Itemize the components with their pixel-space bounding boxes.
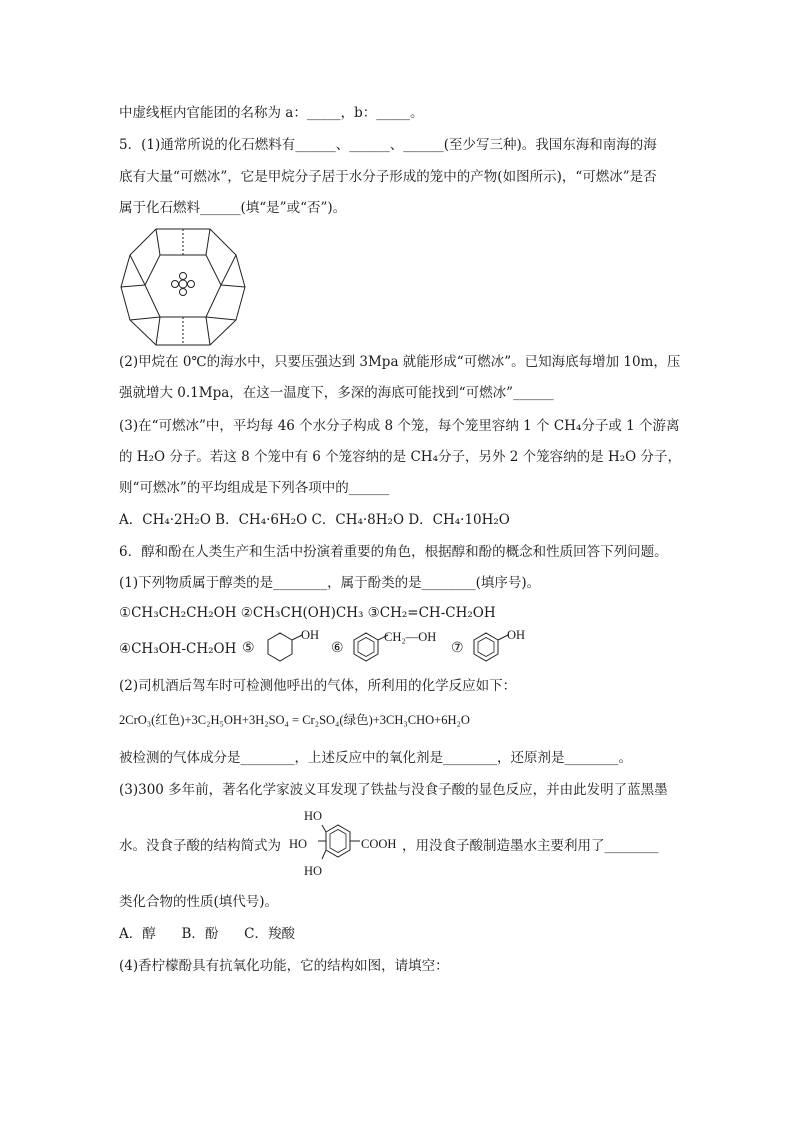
- question-5-line-1: 5．(1)通常所说的化石燃料有______、______、______(至少写三种)。我国东海和南海的海: [119, 137, 657, 153]
- gallic-acid-ring: [308, 820, 366, 870]
- question-5-options: A．CH₄·2H₂O B．CH₄·6H₂O C．CH₄·8H₂O D．CH₄·10H₂O: [119, 512, 510, 528]
- question-5-part-3-line-1: (3)在“可燃冰”中，平均每 46 个水分子构成 8 个笼，每个笼里容纳 1 个 CH₄分子或 1 个游离: [119, 418, 680, 434]
- question-6-part-2: (2)司机酒后驾车时可检测他呼出的气体，所利用的化学反应如下：: [119, 678, 517, 694]
- question-5-part-3-line-2: 的 H₂O 分子。若这 8 个笼中有 6 个笼容纳的是 CH₄分子，另外 2 个笼容纳的是 H₂O 分子，: [119, 449, 681, 465]
- question-5-line-3: 属于化石燃料______(填“是”或“否”)。: [119, 200, 347, 216]
- question-6-part-1: (1)下列物质属于醇类的是________，属于酚类的是________(填序号)。: [119, 575, 541, 591]
- question-6-stem: 6．醇和酚在人类生产和生活中扮演着重要的角色，根据醇和酚的概念和性质回答下列问题。: [119, 544, 668, 560]
- question-5-part-3-line-3: 则“可燃冰”的平均组成是下列各项中的______: [119, 480, 390, 496]
- gallic-ho-left: HO: [289, 837, 308, 851]
- question-5-part-2-line-2: 强就增大 0.1Mpa，在这一温度下，多深的海底可能找到“可燃冰”______: [119, 385, 554, 401]
- clathrate-cage-figure: [118, 225, 248, 350]
- compound-6-number: ⑥: [331, 641, 344, 656]
- question-6-part-3-line-1: (3)300 多年前，著名化学家波义耳发现了铁盐与没食子酸的显色反应，并由此发明了蓝黑墨: [119, 782, 668, 798]
- cyclohexanol-oh-label: OH: [301, 628, 320, 642]
- breathalyzer-equation: 2CrO₃(红色)+3C₂H₅OH+3H₂SO₄ = Cr₂SO₄(绿色)+3CH₃CHO+6H₂O: [119, 713, 470, 727]
- gallic-ho-bottom: HO: [304, 864, 323, 878]
- text-line-1: 中虚线框内官能团的名称为 a：_____，b：_____。: [119, 105, 424, 121]
- question-5-part-2-line-1: (2)甲烷在 0℃的海水中，只要压强达到 3Mpa 就能形成“可燃冰”。已知海底每增加 10m，压: [119, 354, 681, 370]
- benzyl-alcohol-ch2oh-label: CH₂—OH: [384, 630, 437, 644]
- compound-7-number: ⑦: [451, 641, 464, 656]
- question-5-line-2: 底有大量“可燃冰”，它是甲烷分子居于水分子形成的笼中的产物(如图所示)，“可燃冰”是否: [119, 169, 657, 185]
- compound-list-row-1: ①CH₃CH₂CH₂OH ②CH₃CH(OH)CH₃ ③CH₂=CH-CH₂OH: [119, 605, 496, 621]
- question-6-part-3-options: A．醇 B．酚 C．羧酸: [119, 926, 295, 942]
- compound-5-number: ⑤: [242, 641, 255, 656]
- phenol-oh-label: OH: [507, 628, 526, 642]
- question-6-part-3-line-3: 类化合物的性质(填代号)。: [119, 894, 279, 910]
- compound-4: ④CH₃OH-CH₂OH: [119, 641, 237, 657]
- question-6-part-3-line-2b: ，用没食子酸制造墨水主要利用了________: [402, 838, 659, 854]
- gallic-ho-top: HO: [304, 809, 323, 823]
- question-6-part-4: (4)香柠檬酚具有抗氧化功能，它的结构如图，请填空：: [119, 958, 449, 974]
- question-6-part-2-blanks: 被检测的气体成分是________，上述反应中的氧化剂是________，还原剂是________。: [119, 750, 632, 766]
- gallic-cooh: COOH: [361, 837, 397, 851]
- question-6-part-3-line-2a: 水。没食子酸的结构简式为: [119, 838, 281, 854]
